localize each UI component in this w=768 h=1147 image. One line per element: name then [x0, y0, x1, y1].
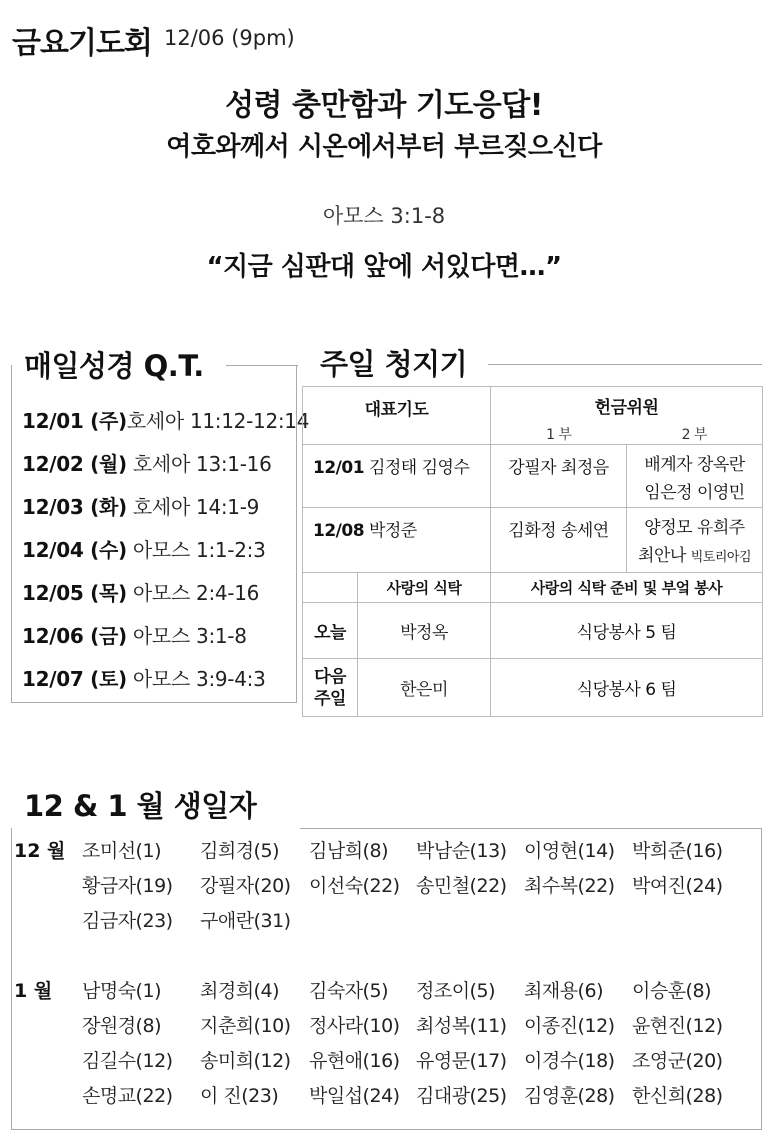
qt-reading: 아모스 3:9-4:3: [132, 667, 266, 691]
qt-reading: 아모스 1:1-2:3: [132, 538, 266, 562]
december-label: 12 월: [14, 840, 66, 862]
birthday-name: 유현애(16): [309, 1050, 400, 1072]
offering-header: 헌금위원: [594, 398, 659, 418]
qt-section-title: 매일성경 Q.T.: [24, 344, 210, 385]
qt-divider: [226, 365, 298, 366]
birthday-name: 구애란(31): [200, 910, 291, 932]
birthday-name: 김숙자(5): [309, 980, 388, 1002]
service2-names: 최안나: [638, 546, 686, 566]
birthday-name: 조영군(20): [632, 1050, 723, 1072]
table-row: [303, 603, 763, 659]
birthday-name: 송미희(12): [200, 1050, 291, 1072]
meal-header-row: [303, 573, 763, 603]
birthday-name: 정조이(5): [416, 980, 495, 1002]
qt-item: [22, 663, 266, 692]
birthday-name: 송민철(22): [416, 875, 507, 897]
qt-item: [22, 534, 266, 563]
sunday-divider: [488, 364, 762, 365]
birthday-divider: [300, 828, 762, 829]
birthday-name: 김금자(23): [82, 910, 173, 932]
birthday-name: 최재용(6): [524, 980, 603, 1002]
birthday-name: 김영훈(28): [524, 1085, 615, 1107]
qt-reading: 호세아 14:1-9: [132, 495, 260, 519]
qt-item: [22, 448, 272, 477]
birthday-name: 박남순(13): [416, 840, 507, 862]
sunday-section-title: 주일 청지기: [312, 342, 475, 383]
birthday-name: 박일섭(24): [309, 1085, 400, 1107]
birthday-name: 이승훈(8): [632, 980, 711, 1002]
qt-date: 12/06 (금): [22, 624, 127, 648]
birthday-name: 최성복(11): [416, 1015, 507, 1037]
birthday-name: 김대광(25): [416, 1085, 507, 1107]
meeting-date: 12/06 (9pm): [164, 26, 295, 50]
table-row: [303, 445, 763, 508]
birthday-name: 최경희(4): [200, 980, 279, 1002]
qt-reading: 호세아 13:1-16: [132, 452, 272, 476]
service2-names: 배계자 장옥란: [644, 455, 745, 475]
blank-cell: [303, 573, 358, 603]
subtheme-heading: 여호와께서 시온에서부터 부르짖으신다: [166, 132, 602, 162]
qt-reading: 아모스 3:1-8: [132, 624, 247, 648]
prep-header: 사랑의 식탁 준비 및 부엌 봉사: [491, 573, 763, 603]
table-header-row: [303, 387, 763, 445]
page-title: 금요기도회: [12, 26, 152, 61]
service2-label: 2 부: [681, 427, 707, 443]
qt-date: 12/05 (목): [22, 581, 127, 605]
meal-row-label: 다음 주일: [303, 659, 358, 717]
birthday-name: 박여진(24): [632, 875, 723, 897]
birthday-name: 장원경(8): [82, 1015, 161, 1037]
theme-heading: 성령 충만함과 기도응답!: [225, 88, 543, 123]
birthday-name: 유영문(17): [416, 1050, 507, 1072]
qt-reading: 호세아 11:12-12:14: [126, 409, 310, 433]
service2-cell: [627, 508, 763, 573]
service2-names: 임은정 이영민: [644, 483, 745, 503]
qt-date: 12/07 (토): [22, 667, 127, 691]
birthday-name: 김희경(5): [200, 840, 279, 862]
service2-names: 양정모 유희주: [644, 518, 745, 538]
service1-label: 1 부: [546, 427, 572, 443]
birthday-name: 지춘희(10): [200, 1015, 291, 1037]
service2-cell: [627, 445, 763, 508]
january-label: 1 월: [14, 980, 53, 1002]
qt-reading: 아모스 2:4-16: [132, 581, 260, 605]
birthday-name: 이경수(18): [524, 1050, 615, 1072]
service2-names-small: 빅토리아김: [690, 550, 752, 565]
service1-names: 김화정 송세연: [491, 508, 627, 573]
meal-name: 박정옥: [358, 603, 491, 659]
sunday-date: 12/01: [313, 458, 365, 478]
meal-header: 사랑의 식탁: [358, 573, 491, 603]
meal-name: 한은미: [358, 659, 491, 717]
service1-names: 강필자 최정음: [491, 445, 627, 508]
qt-date: 12/02 (월): [22, 452, 127, 476]
birthday-name: 김길수(12): [82, 1050, 173, 1072]
table-row: [303, 508, 763, 573]
qt-date: 12/04 (수): [22, 538, 127, 562]
sunday-stewards-table: [302, 386, 763, 717]
prayer-cell: [303, 445, 491, 508]
birthday-name: 남명숙(1): [82, 980, 161, 1002]
qt-item: [22, 405, 309, 434]
qt-item: [22, 577, 259, 606]
birthday-name: 윤현진(12): [632, 1015, 723, 1037]
birthday-name: 최수복(22): [524, 875, 615, 897]
meal-row-label: 오늘: [303, 603, 358, 659]
prayer-names: 박정준: [368, 521, 417, 541]
sunday-date: 12/08: [313, 521, 365, 541]
offering-header-cell: [491, 387, 763, 445]
birthday-name: 한신희(28): [632, 1085, 723, 1107]
birthday-name: 손명교(22): [82, 1085, 173, 1107]
table-row: [303, 659, 763, 717]
prayer-cell: [303, 508, 491, 573]
prayer-names: 김정태 김영수: [368, 458, 470, 478]
prayer-header: 대표기도: [303, 387, 491, 445]
scripture-reference: 아모스 3:1-8: [322, 204, 446, 228]
birthday-name: 황금자(19): [82, 875, 173, 897]
birthday-name: 이선숙(22): [309, 875, 400, 897]
birthday-name: 정사라(10): [309, 1015, 400, 1037]
meal-team: 식당봉사 6 팀: [491, 659, 763, 717]
sermon-title: “지금 심판대 앞에 서있다면…”: [206, 252, 562, 282]
birthday-section-title: 12 & 1 월 생일자: [24, 784, 266, 825]
qt-date: 12/01 (주): [22, 409, 127, 433]
birthday-name: 강필자(20): [200, 875, 291, 897]
birthday-name: 이종진(12): [524, 1015, 615, 1037]
qt-item: [22, 491, 259, 520]
meal-team: 식당봉사 5 팀: [491, 603, 763, 659]
birthday-name: 박희준(16): [632, 840, 723, 862]
birthday-name: 이영현(14): [524, 840, 615, 862]
qt-item: [22, 620, 247, 649]
birthday-name: 김남희(8): [309, 840, 388, 862]
qt-date: 12/03 (화): [22, 495, 127, 519]
birthday-name: 이 진(23): [200, 1085, 279, 1107]
birthday-name: 조미선(1): [82, 840, 161, 862]
